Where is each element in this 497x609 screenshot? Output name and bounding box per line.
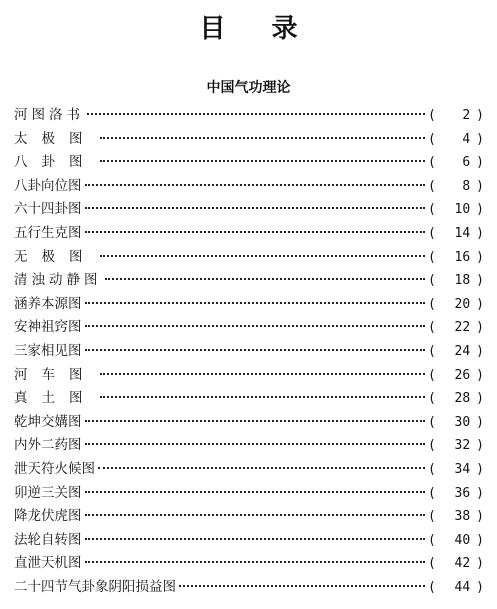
toc-page-value: 30 [454, 414, 471, 430]
toc-page-value: 44 [454, 579, 471, 595]
toc-page-value: 6 [462, 155, 471, 171]
toc-page-number: ( 26 ) [428, 364, 484, 388]
toc-page-number: ( 40 ) [428, 529, 484, 553]
dot-leader [87, 113, 425, 115]
dot-leader [85, 184, 426, 186]
dot-leader [98, 467, 425, 469]
toc-page-value: 20 [454, 296, 471, 312]
toc-page-number: ( 14 ) [428, 222, 484, 246]
toc-entry-title: 降龙伏虎图 [14, 508, 82, 525]
toc-page-number: ( 10 ) [428, 198, 484, 222]
toc-page-number: ( 36 ) [428, 482, 484, 506]
toc-page-value: 26 [454, 367, 471, 383]
toc-entry [14, 411, 484, 435]
toc-entry [14, 529, 484, 553]
toc-entry-title: 内外二药图 [14, 437, 82, 454]
dot-leader [85, 207, 426, 209]
dot-leader [100, 373, 426, 375]
dot-leader [105, 278, 426, 280]
toc-page-value: 34 [454, 461, 471, 477]
toc-entry-title: 清浊动静图 [14, 272, 102, 289]
toc-entry [14, 222, 484, 246]
dot-leader [85, 231, 426, 233]
toc-page-number: ( 28 ) [428, 387, 484, 411]
toc-entry-title: 乾坤交媾图 [14, 413, 82, 430]
toc-entry-title: 涵养本源图 [14, 295, 82, 312]
toc-page-value: 18 [454, 273, 471, 289]
toc-page-value: 36 [454, 485, 471, 501]
toc-page-number: ( 20 ) [428, 293, 484, 317]
toc-entry-title: 太极图 [14, 130, 97, 147]
toc-entry [14, 269, 484, 293]
toc-entry [14, 151, 484, 175]
toc-page-number: ( 24 ) [428, 340, 484, 364]
dot-leader [100, 137, 426, 139]
dot-leader [85, 538, 426, 540]
dot-leader [85, 514, 426, 516]
toc-entry-title: 八卦图 [14, 154, 97, 171]
dot-leader [85, 443, 426, 445]
toc-entry [14, 128, 484, 152]
dot-leader [100, 255, 426, 257]
dot-leader [100, 160, 426, 162]
toc-page-number: ( 32 ) [428, 434, 484, 458]
toc-page-value: 14 [454, 225, 471, 241]
toc-entry [14, 505, 484, 529]
dot-leader [100, 396, 426, 398]
toc-page-number: ( 22 ) [428, 316, 484, 340]
page-title: 目录 [199, 14, 344, 44]
toc-page-value: 42 [454, 556, 471, 572]
toc-entry [14, 293, 484, 317]
toc-page-value: 38 [454, 509, 471, 525]
toc-entry-title: 泄天符火候图 [14, 460, 95, 477]
toc-entry [14, 104, 484, 128]
toc-page-number: ( 6 ) [428, 151, 484, 175]
toc-page-value: 22 [454, 320, 471, 336]
dot-leader [85, 420, 426, 422]
toc-page-number: ( 34 ) [428, 458, 484, 482]
toc-page-number: ( 44 ) [428, 576, 484, 600]
toc-page-number: ( 18 ) [428, 269, 484, 293]
toc-entry [14, 482, 484, 506]
dot-leader [85, 491, 426, 493]
toc-entry-title: 卯逆三关图 [14, 484, 82, 501]
toc-page-value: 24 [454, 343, 471, 359]
toc-entry-title: 三家相见图 [14, 342, 82, 359]
toc-entry [14, 434, 484, 458]
toc-entry-title: 河车图 [14, 366, 97, 383]
toc-entry-title: 五行生克图 [14, 224, 82, 241]
toc-entry-title: 直泄天机图 [14, 555, 82, 572]
toc-entry-title: 无极图 [14, 248, 97, 265]
toc-page-value: 8 [462, 178, 471, 194]
toc-page-number: ( 38 ) [428, 505, 484, 529]
toc-page-number: ( 4 ) [428, 128, 484, 152]
dot-leader [85, 561, 426, 563]
toc-entry-title: 六十四卦图 [14, 201, 82, 218]
toc-page-value: 4 [462, 131, 471, 147]
toc-entry-title: 八卦向位图 [14, 177, 82, 194]
dot-leader [85, 325, 426, 327]
toc-entry [14, 576, 484, 600]
toc-page-value: 10 [454, 202, 471, 218]
toc-entry [14, 552, 484, 576]
toc-page-value: 32 [454, 438, 471, 454]
toc-entry [14, 246, 484, 270]
toc-entry [14, 316, 484, 340]
toc-entry [14, 387, 484, 411]
toc-page-number: ( 8 ) [428, 175, 484, 199]
section-title: 中国气功理论 [206, 80, 291, 96]
toc-page-value: 40 [454, 532, 471, 548]
toc-entry [14, 458, 484, 482]
toc-entry [14, 340, 484, 364]
toc-entry [14, 175, 484, 199]
toc-page-number: ( 2 ) [428, 104, 484, 128]
toc-page-value: 16 [454, 249, 471, 265]
toc-entry [14, 198, 484, 222]
toc-page-number: ( 30 ) [428, 411, 484, 435]
toc-page-value: 28 [454, 391, 471, 407]
toc-entry-title: 安神祖窍图 [14, 319, 82, 336]
toc-entry-title: 真土图 [14, 390, 97, 407]
dot-leader [179, 585, 425, 587]
toc-page-number: ( 16 ) [428, 246, 484, 270]
dot-leader [85, 302, 426, 304]
toc-entry-title: 法轮自转图 [14, 531, 82, 548]
table-of-contents [14, 104, 484, 599]
toc-entry [14, 364, 484, 388]
toc-page-number: ( 42 ) [428, 552, 484, 576]
toc-entry-title: 河图洛书 [14, 107, 84, 123]
dot-leader [85, 349, 426, 351]
toc-entry-title: 二十四节气卦象阴阳损益图 [14, 578, 176, 595]
toc-page-value: 2 [462, 108, 471, 123]
